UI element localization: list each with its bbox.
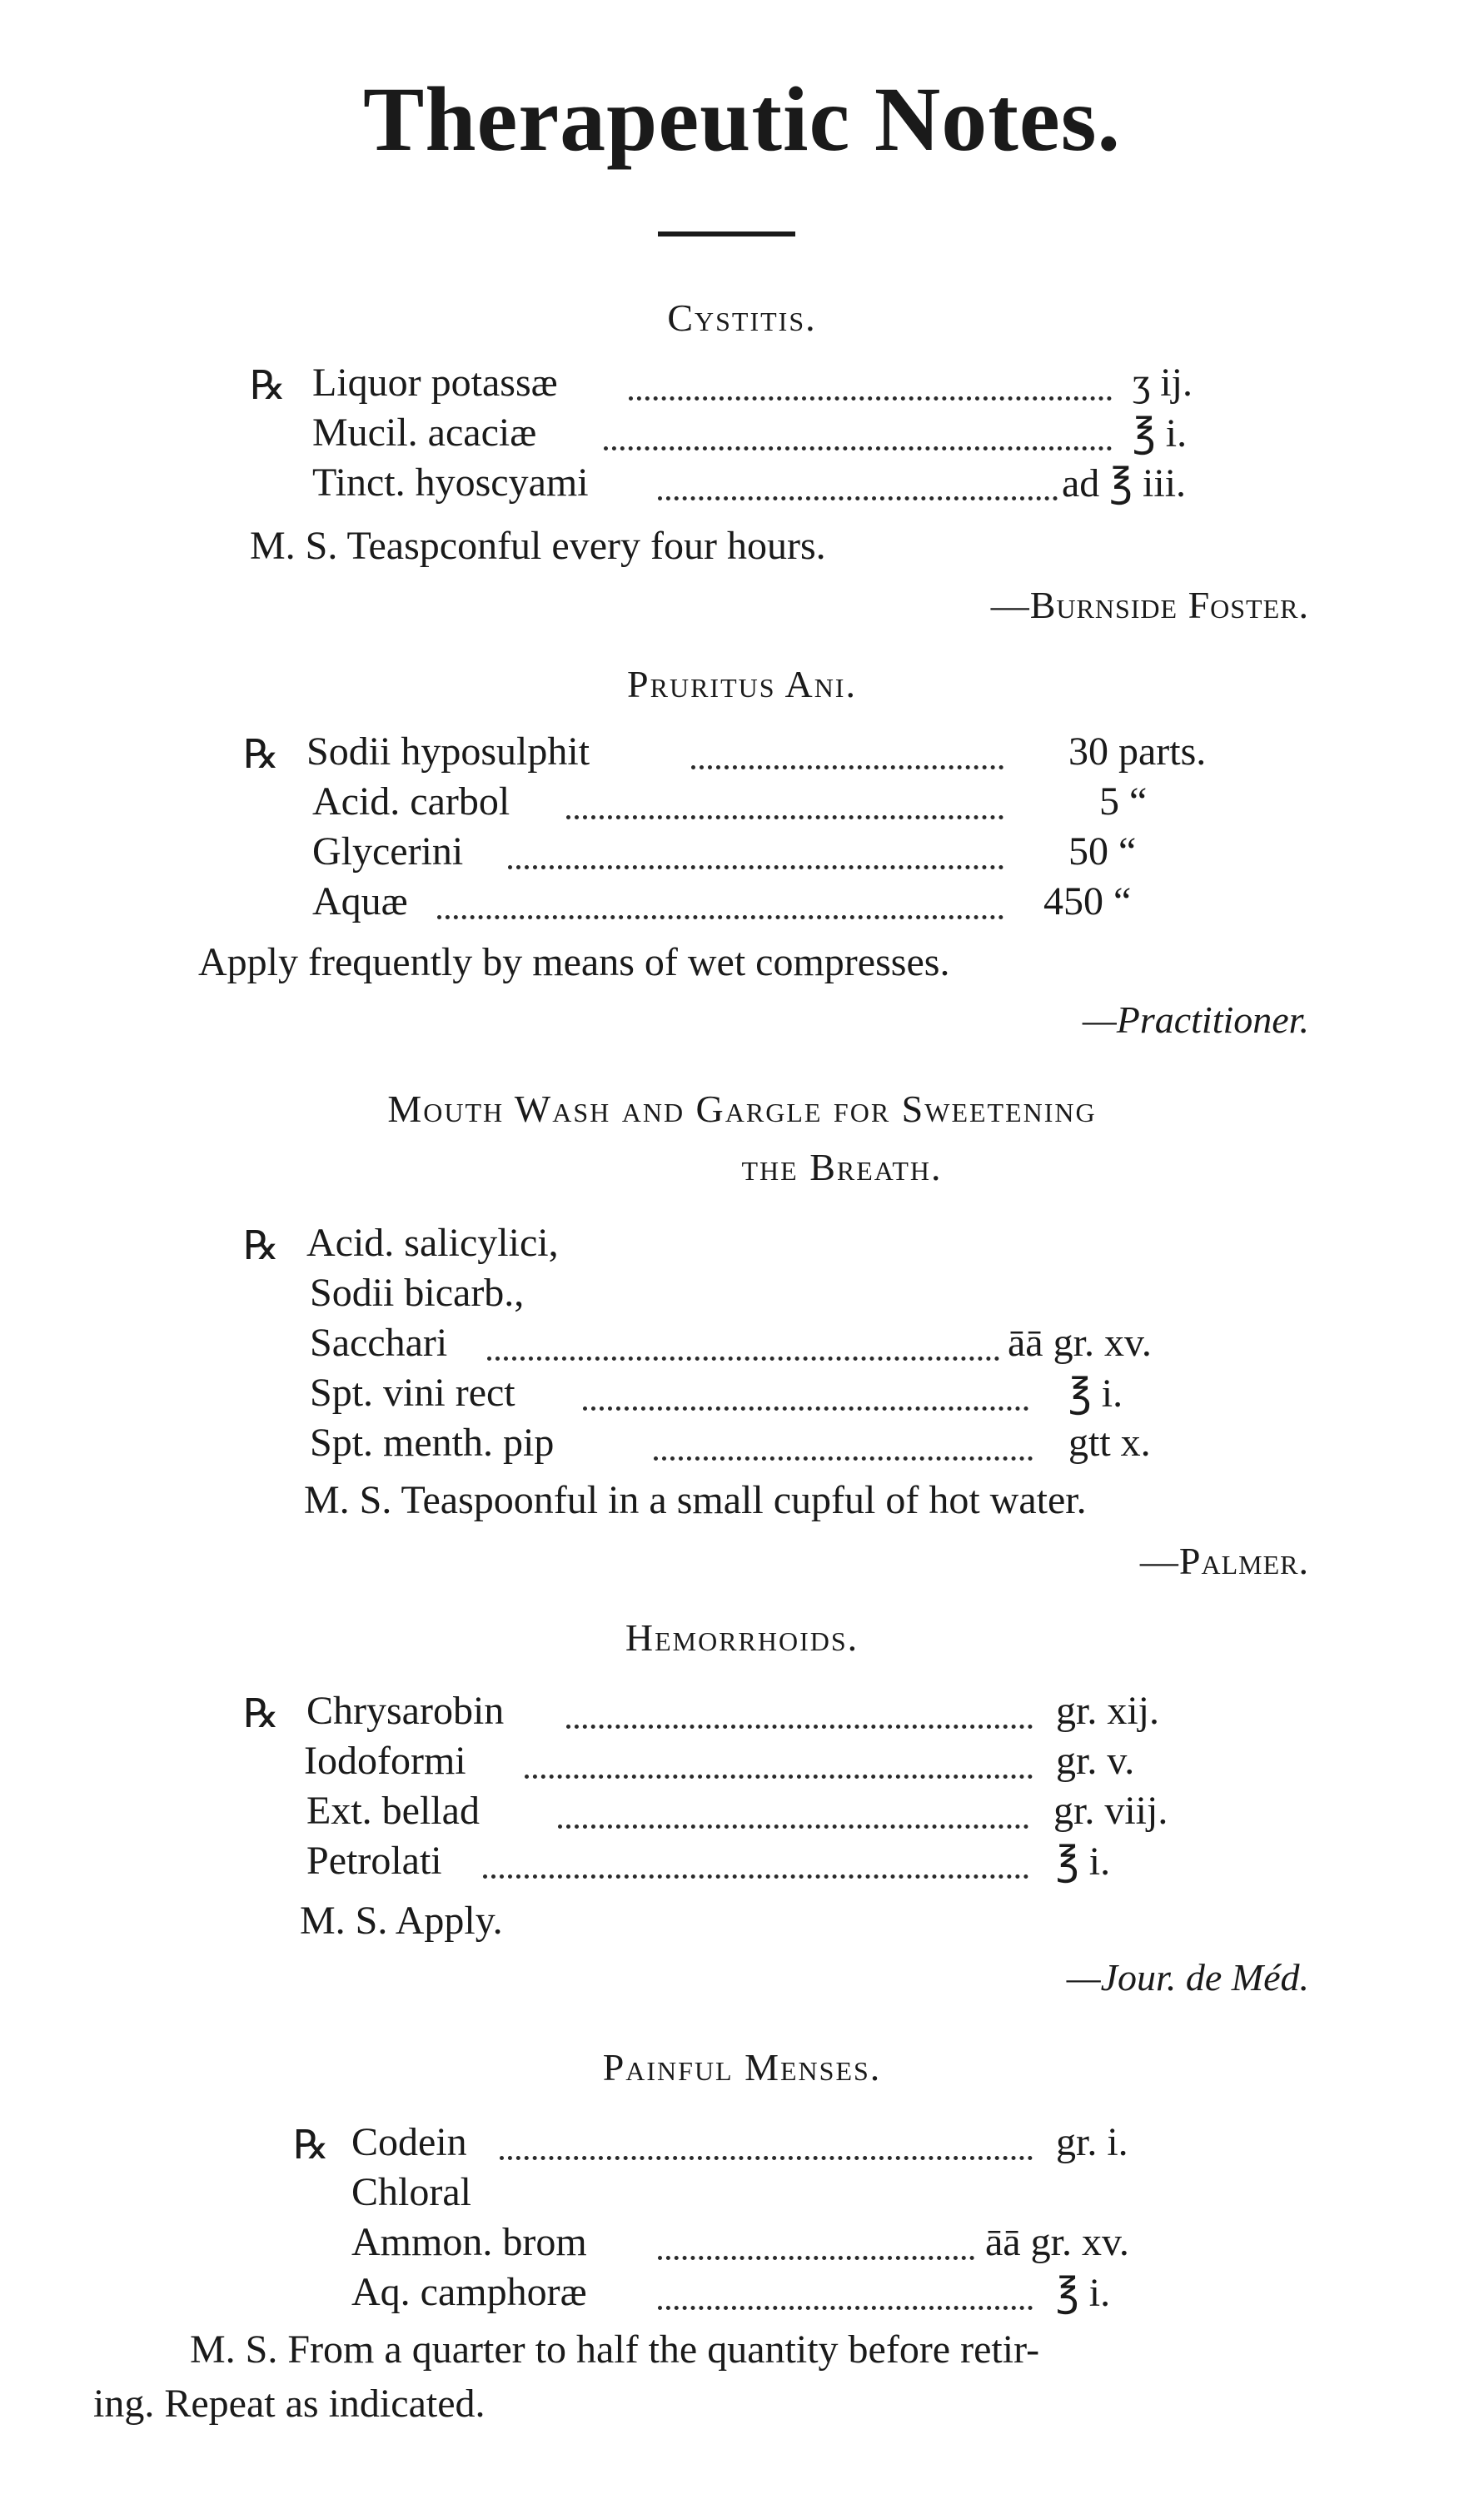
ingredient-name: Acid. carbol (312, 779, 510, 824)
ingredient-qty: ad ℥ iii. (1062, 461, 1187, 505)
directions: M. S. Teaspoonful in a small cupful of hot water. (304, 1478, 1087, 1522)
section-heading-pruritus-ani: Pruritus Ani. (627, 663, 857, 705)
rx-symbol: ℞ (250, 364, 286, 408)
plain-ingredient: Acid. salicylici, (306, 1221, 559, 1265)
plain-ingredient: Sodii bicarb., (310, 1271, 525, 1315)
ingredient-name: Petrolati (306, 1839, 442, 1883)
ingredient-name: Spt. vini rect (310, 1371, 515, 1415)
leader-dots (437, 910, 1003, 919)
ingredient-qty: gtt x. (1068, 1421, 1151, 1465)
ingredient-qty: gr. viij. (1053, 1789, 1168, 1833)
ingredient-name: Glycerini (312, 829, 464, 874)
ingredient-qty: āā gr. xv. (1008, 1321, 1152, 1365)
section-heading-hemorrhoids: Hemorrhoids. (625, 1616, 859, 1659)
attribution: —Burnside Foster. (990, 584, 1309, 626)
directions: M. S. From a quarter to half the quantity before retir- (190, 2327, 1040, 2372)
leader-dots (658, 2251, 974, 2260)
attribution: —Palmer. (1139, 1540, 1309, 1582)
leader-dots (658, 491, 1058, 500)
directions: M. S. Apply. (300, 1899, 503, 1943)
rx-symbol: ℞ (293, 2123, 330, 2168)
ingredient-name: Codein (351, 2120, 467, 2164)
ingredient-qty: gr. v. (1056, 1739, 1135, 1783)
leader-dots (508, 860, 1003, 869)
ingredient-qty: ʒ ij. (1133, 361, 1193, 405)
leader-dots (654, 1451, 1033, 1461)
ingredient-qty: 50 “ (1068, 829, 1137, 874)
ingredient-qty: 30 parts. (1068, 729, 1207, 774)
ingredient-qty: ℥ i. (1056, 2271, 1111, 2315)
plain-ingredient: Chloral (351, 2170, 471, 2214)
ingredient-name: Ammon. brom (351, 2220, 587, 2264)
leader-dots (500, 2151, 1033, 2160)
ingredient-qty: gr. i. (1056, 2120, 1128, 2164)
ingredient-name: Spt. menth. pip (310, 1421, 555, 1465)
rx-symbol: ℞ (243, 1692, 280, 1736)
ingredient-qty: 5 “ (1099, 779, 1148, 824)
ingredient-qty: āā gr. xv. (985, 2220, 1129, 2264)
section-heading-mouth-wash-line2: the Breath. (741, 1146, 943, 1188)
ingredient-qty: gr. xij. (1056, 1689, 1160, 1733)
ingredient-name: Aq. camphoræ (351, 2270, 587, 2314)
leader-dots (583, 1401, 1028, 1411)
attribution: —Practitioner. (1082, 998, 1309, 1041)
leader-dots (566, 1720, 1033, 1729)
ingredient-name: Sacchari (310, 1321, 448, 1365)
directions-continued: ing. Repeat as indicated. (93, 2382, 486, 2426)
leader-dots (629, 391, 1112, 401)
page-title: Therapeutic Notes. (362, 68, 1122, 170)
rx-symbol: ℞ (243, 733, 280, 777)
leader-dots (604, 441, 1112, 451)
leader-dots (691, 760, 1003, 769)
ingredient-name: Aquæ (312, 879, 408, 923)
ingredient-qty: 450 “ (1043, 879, 1132, 923)
leader-dots (658, 2301, 1033, 2310)
ingredient-qty: ℥ i. (1056, 1839, 1111, 1884)
attribution: —Jour. de Méd. (1066, 1956, 1309, 1999)
rx-symbol: ℞ (243, 1224, 280, 1268)
directions: Apply frequently by means of wet compresses. (198, 940, 950, 984)
section-heading-painful-menses: Painful Menses. (602, 2046, 882, 2088)
ingredient-name: Ext. bellad (306, 1789, 480, 1833)
leader-dots (483, 1869, 1028, 1879)
ingredient-name: Liquor potassæ (312, 361, 558, 405)
leader-dots (525, 1770, 1033, 1779)
leader-dots (566, 810, 1003, 819)
ingredient-name: Sodii hyposulphit (306, 729, 590, 774)
section-heading-mouth-wash: Mouth Wash and Gargle for Sweetening (387, 1088, 1097, 1130)
ingredient-name: Tinct. hyoscyami (312, 460, 589, 505)
ingredient-name: Chrysarobin (306, 1689, 505, 1733)
ingredient-qty: ℥ i. (1133, 411, 1188, 455)
ingredient-qty: ℥ i. (1068, 1371, 1123, 1416)
ingredient-name: Mucil. acaciæ (312, 411, 537, 455)
title-rule (658, 231, 795, 236)
section-heading-cystitis: Cystitis. (667, 296, 817, 339)
leader-dots (487, 1352, 999, 1361)
directions: M. S. Teaspconful every four hours. (250, 524, 826, 568)
ingredient-name: Iodoformi (304, 1739, 466, 1783)
leader-dots (558, 1819, 1028, 1829)
